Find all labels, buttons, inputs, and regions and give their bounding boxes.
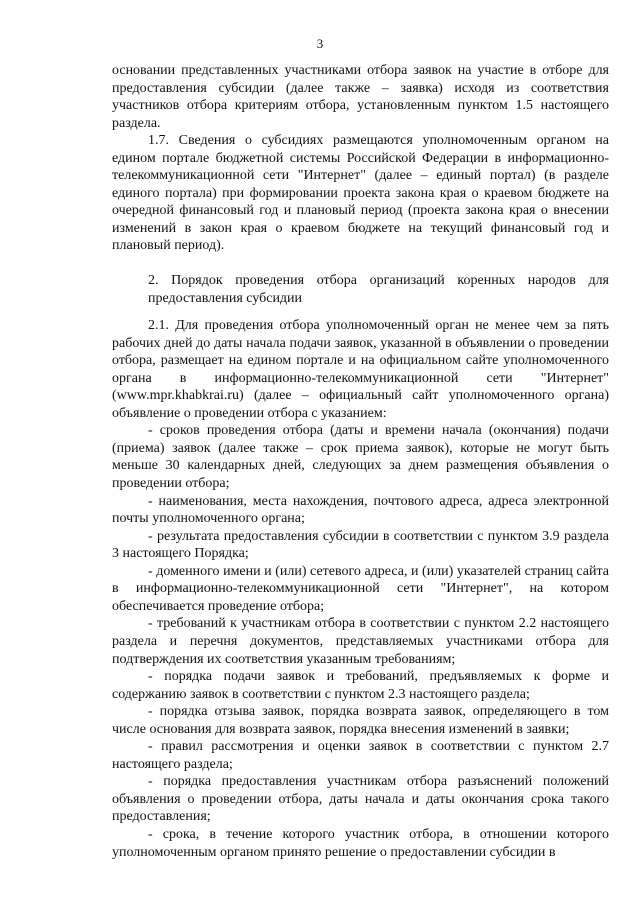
list-item-trebovaniy: - требований к участникам отбора в соответствии с пунктом 2.2 настоящего раздела и перечня документов, представляемых участниками отбора для подтверждения их соответствия указанным требованиям; xyxy=(112,616,609,667)
paragraph-continuation: основании представленных участниками отбора заявок на участие в отборе для предоставления субсидии (далее также – заявка) исходя из соответствия участников отбора критериям отбора, установленным пунктом 1.5 настоящего раздела. xyxy=(112,63,609,131)
document-body xyxy=(112,62,609,861)
page-number: 3 xyxy=(316,36,324,51)
paragraph-1-7: 1.7. Сведения о субсидиях размещаются уполномоченным органом на едином портале бюджетной системы Российской Федерации в информационно-телекоммуникационной сети "Интернет" (далее – единый портал) (в разделе единого портала) при формировании проекта закона края о краевом бюджете на очередной финансовый год и плановый период (проекта закона края о внесении изменений в закон края о краевом бюджете на текущий финансовый год и плановый период). xyxy=(112,133,609,254)
list-item-domennogo: - доменного имени и (или) сетевого адреса, и (или) указателей страниц сайта в информационно-телекоммуникационной сети "Интернет", на котором обеспечивается проведение отбора; xyxy=(112,563,609,614)
list-item-pravil: - правил рассмотрения и оценки заявок в соответствии с пунктом 2.7 настоящего раздела; xyxy=(112,739,609,772)
list-item-poryadka-otzyva: - порядка отзыва заявок, порядка возврата заявок, определяющего в том числе основания для возврата заявок, порядка внесения изменений в заявки; xyxy=(112,704,609,737)
list-item-poryadka-razyasneniy: - порядка предоставления участникам отбора разъяснений положений объявления о проведении отбора, даты начала и даты окончания срока такого предоставления; xyxy=(112,774,609,825)
paragraph-2-1: 2.1. Для проведения отбора уполномоченный орган не менее чем за пять рабочих дней до даты начала подачи заявок, указанной в объявлении о проведении отбора, размещает на едином портале и на официальном сайте уполномоченного органа в информационно-телекоммуникационной сети "Интернет" (www.mpr.khabkrai.ru) (далее – официальный сайт уполномоченного органа) объявление о проведении отбора с указанием: xyxy=(112,318,609,421)
list-item-sroka: - срока, в течение которого участник отбора, в отношении которого уполномоченным органом принято решение о предоставлении субсидии в xyxy=(112,826,609,860)
list-item-naimenovaniya: - наименования, места нахождения, почтового адреса, адреса электронной почты уполномоченного органа; xyxy=(112,493,609,527)
section-heading-2: 2. Порядок проведения отбора организаций коренных народов для предоставления субсидии xyxy=(148,273,609,306)
list-item-rezultata: - результата предоставления субсидии в соответствии с пунктом 3.9 раздела 3 настоящего Порядка; xyxy=(112,528,609,562)
list-item-poryadka-podachi: - порядка подачи заявок и требований, предъявляемых к форме и содержанию заявок в соответствии с пунктом 2.3 настоящего раздела; xyxy=(112,669,609,702)
list-item-sroki: - сроков проведения отбора (даты и времени начала (окончания) подачи (приема) заявок (далее также – срок приема заявок), которые не могут быть меньше 30 календарных дней, следующих за днем размещения объявления о проведении отбора; xyxy=(112,423,609,492)
